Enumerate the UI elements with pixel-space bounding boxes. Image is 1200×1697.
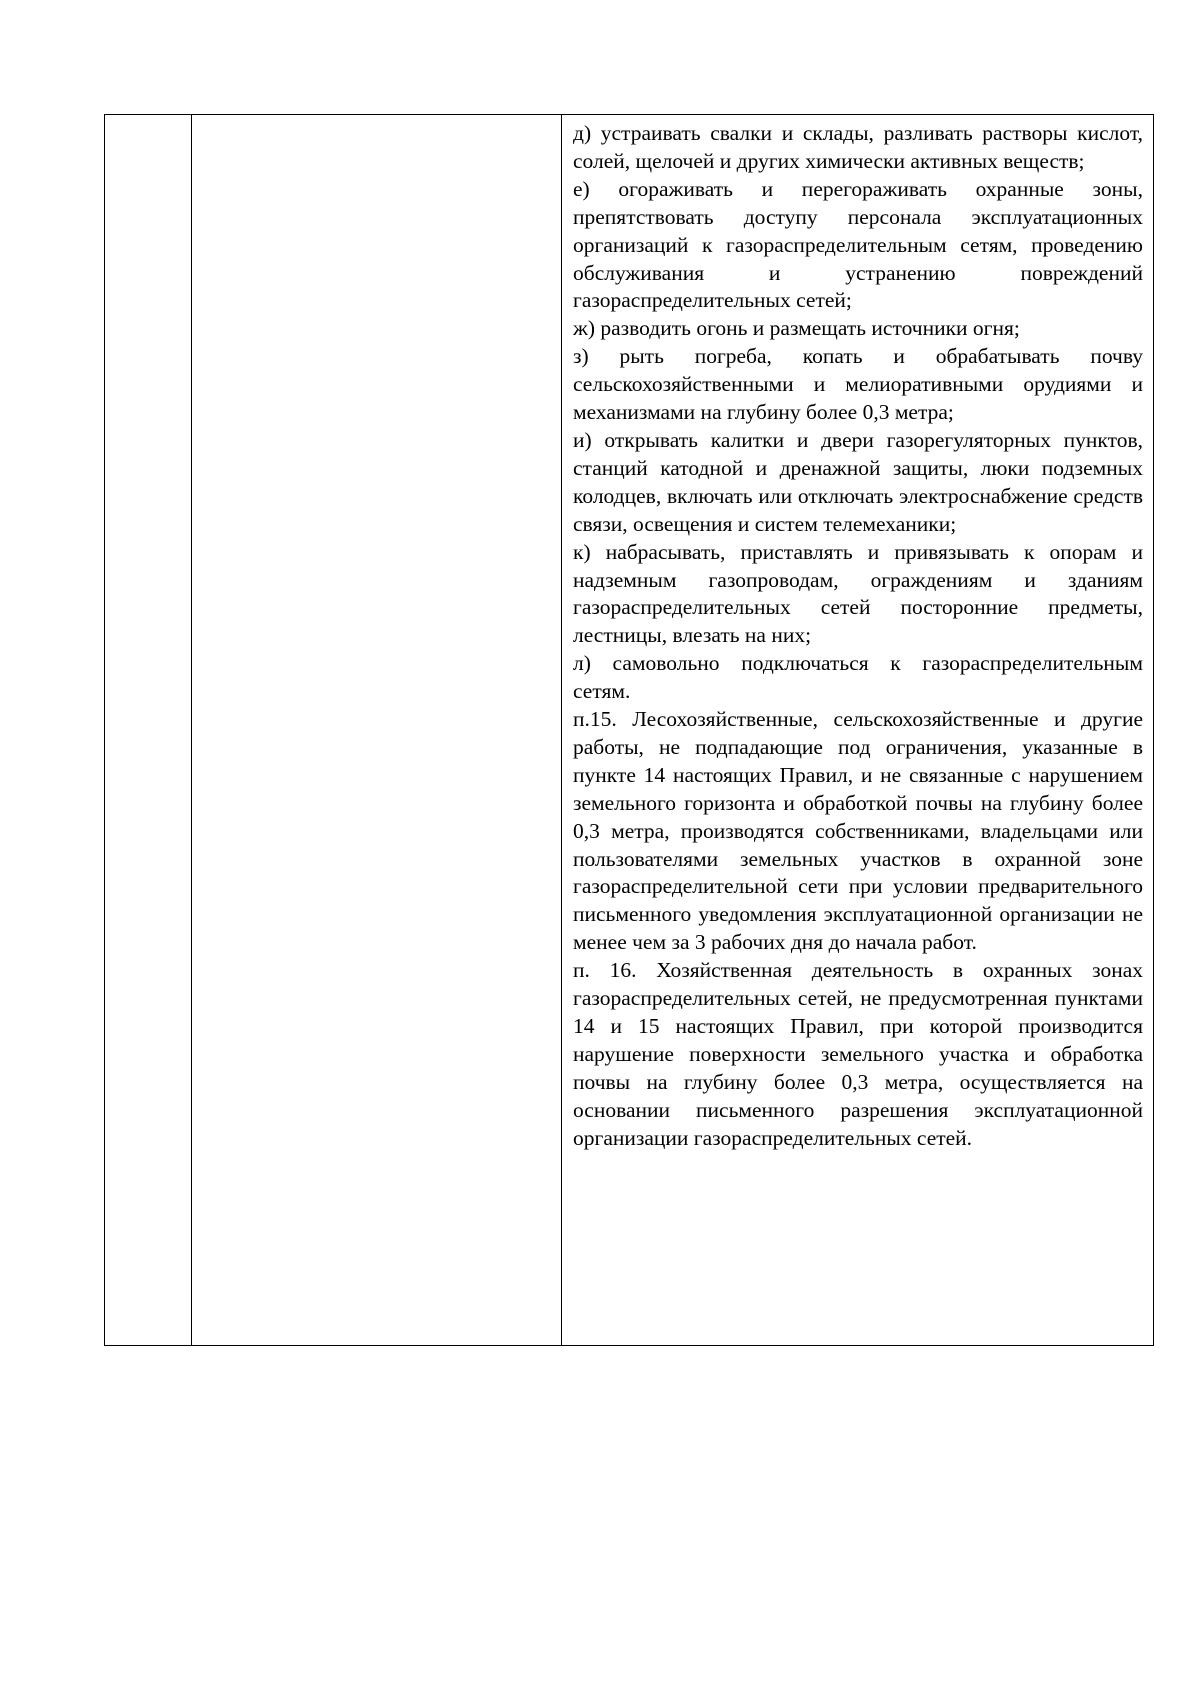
table-cell-content [562, 115, 1154, 1346]
paragraph-d: д) устраивать свалки и склады, разливать растворы кислот, солей, щелочей и других химически активных веществ; [573, 121, 1143, 173]
table-cell-title [192, 115, 562, 1346]
paragraph-l-end: сетям. [573, 679, 631, 704]
content-text [562, 115, 1153, 1153]
paragraph-16: п. 16. Хозяйственная деятельность в охранных зонах газораспределительных сетей, не предусмотренная пунктами 14 и 15 настоящих Правил, при которой производится нарушение поверхности земельного участка и обработка почвы на глубину более 0,3 метра, осуществляется на основании письменного разрешения эксплуатационной организации газораспределительных сетей. [573, 958, 1143, 1150]
paragraph-k: к) набрасывать, приставлять и привязывать к опорам и надземным газопроводам, ограждениям и зданиям газораспределительных сетей посторонние предметы, лестницы, влезать на них; [573, 539, 1143, 648]
paragraph-i: и) открывать калитки и двери газорегуляторных пунктов, станций катодной и дренажной защиты, люки подземных колодцев, включать или отключать электроснабжение средств связи, освещения и систем телемеханики; [573, 427, 1143, 536]
table-cell-number [105, 115, 192, 1346]
paragraph-15: п.15. Лесохозяйственные, сельскохозяйственные и другие работы, не подпадающие под ограничения, указанные в пункте 14 настоящих Правил, и не связанные с нарушением земельного горизонта и обработкой почвы на глубину более 0,3 метра, производятся собственниками, владельцами или пользователями земельных участков в охранной зоне газораспределительной сети при условии предварительного письменного уведомления эксплуатационной организации не менее чем за 3 рабочих дня до начала работ. [573, 707, 1143, 955]
regulations-table [104, 114, 1154, 1346]
paragraph-z: з) рыть погреба, копать и обрабатывать почву сельскохозяйственными и мелиоративными орудиями и механизмами на глубину более 0,3 метра; [573, 344, 1143, 425]
paragraph-zh: ж) разводить огонь и размещать источники огня; [573, 316, 1020, 341]
paragraph-l: л) самовольно подключаться к газораспределительным [573, 651, 1143, 676]
table-row [105, 115, 1154, 1346]
paragraph-e: е) огораживать и перегораживать охранные зоны, препятствовать доступу персонала эксплуатационных организаций к газораспределительным сетям, проведению обслуживания и устранению повреждений газораспределительных сетей; [573, 176, 1143, 313]
